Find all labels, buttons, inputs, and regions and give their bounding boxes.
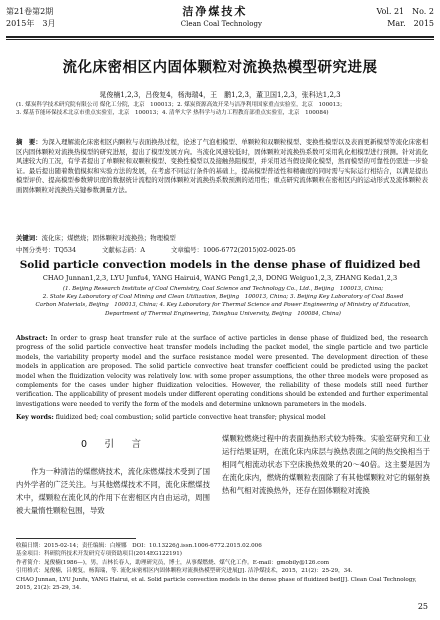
keywords-text-en: fluidized bed; coal combustion; solid particle convective heat transfer; physical model <box>55 414 326 421</box>
issue-date-cn: 2015年 3月 <box>6 19 56 28</box>
volume-info: Vol. 21 No. 2 <box>376 7 434 16</box>
authors-cn: 晁俊楠1,2,3，吕俊复4，杨海瑞4，王 鹏1,2,3，董卫国1,2,3，张科达1,2,3 <box>99 91 341 99</box>
abstract-en <box>16 334 428 409</box>
keywords-en <box>16 413 428 422</box>
issue-date-en: Mar. 2015 <box>387 19 434 28</box>
footnote-rule <box>16 538 136 539</box>
affiliations-en <box>24 285 422 318</box>
footnote-received: 收稿日期：2015-02-14；责任编辑：白娅娜 DOI：10.13226/j.issn.1006-6772.2015.02.006 <box>16 543 262 549</box>
footnotes <box>16 542 428 592</box>
footnote-citation-cn: 引用格式：晁俊楠，吕俊复，杨海瑞，等. 流化床密相区内固体颗粒对流换热模型研究进展[J]. 洁净煤技术，2015，21(2)：25-29，34. <box>16 568 353 575</box>
body-paragraph: 煤颗粒燃烧过程中的表面换热形式较为特殊。实验室研究和工业运行结果证明，在流化床内床层与换热表面之间的热交换相当于相同气相流动状态下空床换热效果的20～40倍。这主要是因为在流化床内，燃烧的煤颗粒表面除了有其他煤颗粒对它的辐射换热和气相对流换热外，还存在固体颗粒对流换 <box>222 434 430 495</box>
footnote-funding: 基金项目：科研院所技术开发研究专项资助项目(2014EG122191) <box>16 551 182 558</box>
abstract-label-en: Abstract: <box>16 335 48 342</box>
page-number: 25 <box>417 602 428 611</box>
affiliation-line: 3. 煤基节能环保技术北京市重点实验室，北京 100013；4. 清华大学 热科学与动力工程教育部重点实验室，北京 100084) <box>16 110 329 116</box>
abstract-label-cn: 摘 要： <box>16 138 42 146</box>
affiliations-cn <box>16 101 428 117</box>
keywords-label-cn: 关键词： <box>16 234 42 242</box>
abstract-cn <box>16 138 428 196</box>
article-title-en: Solid particle convection models in the dense phase of fluidized bed <box>19 259 421 271</box>
header-rule <box>6 36 434 38</box>
affiliation-line: (1. 煤炭科学技术研究院有限公司 煤化工分院，北京 100013；2. 煤炭资源高效开采与洁净利用国家重点实验室，北京 100013； <box>16 102 346 108</box>
abstract-text-en: In order to grasp heat transfer rule at the surface of active particles in dense phase of fluidized bed, the research progress of the solid particle convective heat transfer models including the packet model, the single particle and two particle models, the variability property model and the surface resistance model were presented. The development direction of these models in application are proposed. The solid particle convective heat transfer coefficient could be predicted using the packet model when the fluidization velocity was relatively low. with some proper assumptions, the other three models were proposed as complements for the cases under higher fluidization velocities. However, the reliability of these models still need further verification. The applicability of present models under different operating conditions should be extended and further experimental investigations were needed to verify the form of the models and determine unknown parameters in the models. <box>16 335 429 408</box>
footnote-citation-en: CHAO Junnan, LYU Junfu, YANG Hairui, et al. Solid particle convection models in the dense phase of fluidized bed[J]. Clean Coal Technology, 2015, 21(2): 25-29, 34. <box>16 576 417 592</box>
abstract-text-cn: 为深入理解流化床密相区内颗粒与表面换热过程，论述了气泡相模型、单颗粒和双颗粒模型、变换性模型以及表面更新模型等流化床密相区内固体颗粒对流换热模型的研究进展，提出了模型发展方向。当流化风速较低时，固体颗粒对流换热系数可采用乳化相模型进行预测。针对流化风速较大的工况，有学者提出了单颗粒和双颗粒模型、变换性模型以及接触热阻模型，并采用适当假设简化模型，然而模型的可靠性仍需进一步验证。最后提出随着数值模拟和实验方法的发展，在考虑不同运行条件的基础上，提高模型普适性和精确度的同时需与实际运行相结合，以满足提出模型评价、提高模型参数辨识度的数据统计流程的对固体颗粒对流换热系数预测的适用性；重点研究流体颗粒在密相区内的运动形式及流体颗粒表面固体颗粒对流换热关键参数测量方法。 <box>16 138 429 194</box>
document-code: 文献标志码：A <box>102 246 146 254</box>
section-heading: 0 引 言 <box>80 439 146 450</box>
affiliation-line: Carbon Materials, Beijing 100013, China; 4. Key Laboratory for Thermal Science and Power Engineering of Ministry of Education, <box>35 302 411 309</box>
affiliation-line: 2. State Key Laboratory of Coal Mining and Clean Utilization, Beijing 100013, China; 3. Beijing Key Laboratory of Coal Based <box>42 294 404 301</box>
issue-info: 第21卷第2期 <box>6 7 54 16</box>
journal-name-en: Clean Coal Technology <box>180 20 262 28</box>
body-column-right <box>222 432 430 497</box>
keywords-text-cn: 流化床；煤燃烧；固体颗粒对流换热；物理模型 <box>41 234 176 242</box>
article-title-cn: 流化床密相区内固体颗粒对流换热模型研究进展 <box>62 60 378 76</box>
affiliation-line: (1. Beijing Research Institute of Coal Chemistry, Coal Science and Technology Co., Ltd., Beijing 100013, China; <box>62 286 384 292</box>
header-rule-thin <box>6 39 434 40</box>
keywords-label-en: Key words: <box>16 414 54 421</box>
running-header <box>6 6 434 36</box>
body-column-left <box>16 432 210 517</box>
classification-line <box>16 245 428 254</box>
body-paragraph: 作为一种清洁的煤燃烧技术，流化床燃煤技术受到了国内外学者的广泛关注。与其他燃煤技术不同，流化床燃煤技术中，煤颗粒在流化风的作用下在密相区内自由运动，周围被大量惰性颗粒包围，导致 <box>16 467 210 515</box>
clc-number: 中图分类号：TQ534 <box>16 246 77 254</box>
article-number: 文章编号：1006-6772(2015)02-0025-05 <box>171 246 296 254</box>
authors-en: CHAO Junnan1,2,3, LYU Junfu4, YANG Hairui4, WANG Peng1,2,3, DONG Weiguo1,2,3, ZHANG Keda1,2,3 <box>42 274 398 282</box>
keywords-cn <box>16 234 428 243</box>
affiliation-line: Department of Thermal Engineering, Tsinghua University, Beijing 100084, China) <box>105 310 341 317</box>
journal-name-cn: 洁净煤技术 <box>182 5 248 18</box>
footnote-author-bio: 作者简介：晁俊楠(1986—)，男，吉林长春人，助理研究员，博士，从事煤燃烧、煤气化工作。E-mail：gmobily@126.com <box>16 559 330 566</box>
